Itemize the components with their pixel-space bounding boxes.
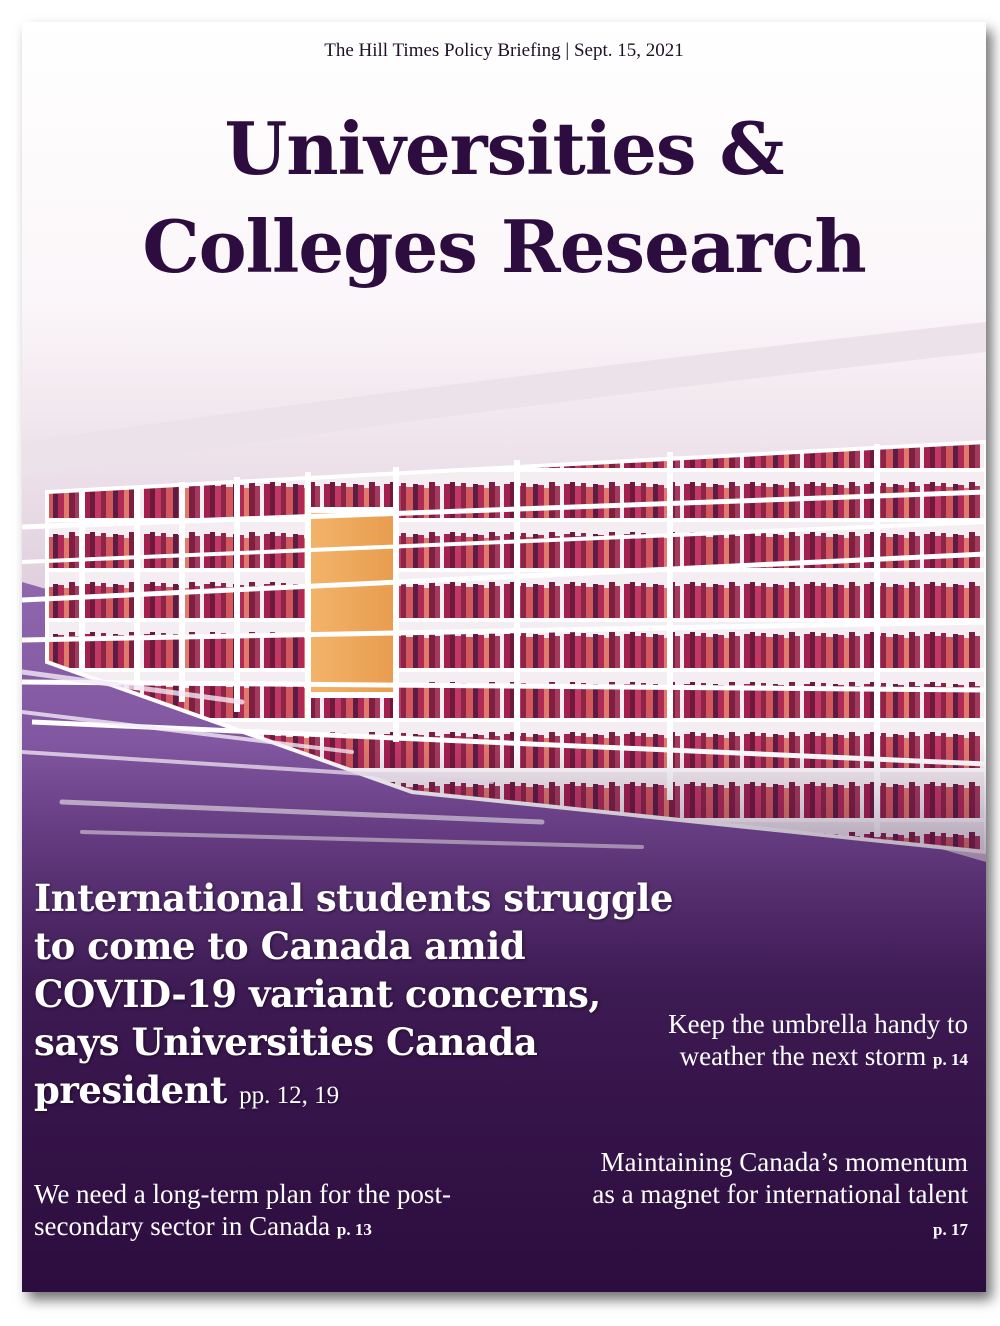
cover-title	[22, 100, 986, 296]
story-umbrella[interactable]	[638, 1008, 968, 1076]
story-long-term-plan[interactable]	[34, 1178, 554, 1246]
lead-story-headline: International students struggle to come to Canada amid COVID-19 variant concerns, says Universities Canada president	[34, 876, 673, 1112]
issue-kicker: The Hill Times Policy Briefing | Sept. 15, 2021	[324, 40, 684, 61]
story-long-term-plan-text: We need a long-term plan for the post-secondary sector in Canada	[34, 1179, 451, 1241]
cover-title-line-1: Universities &	[224, 106, 784, 191]
lead-story[interactable]	[34, 874, 674, 1120]
story-umbrella-page: p. 14	[933, 1050, 968, 1069]
story-long-term-plan-page: p. 13	[336, 1220, 372, 1239]
story-momentum-page: p. 17	[933, 1220, 968, 1239]
story-momentum-text: Maintaining Canada’s momentum as a magnet for international talent	[592, 1147, 968, 1209]
story-momentum[interactable]	[588, 1146, 968, 1246]
story-umbrella-text: Keep the umbrella handy to weather the next storm	[668, 1009, 968, 1071]
magazine-cover	[22, 22, 986, 1292]
lead-story-pages: pp. 12, 19	[239, 1082, 340, 1109]
cover-title-line-2: Colleges Research	[142, 204, 866, 289]
